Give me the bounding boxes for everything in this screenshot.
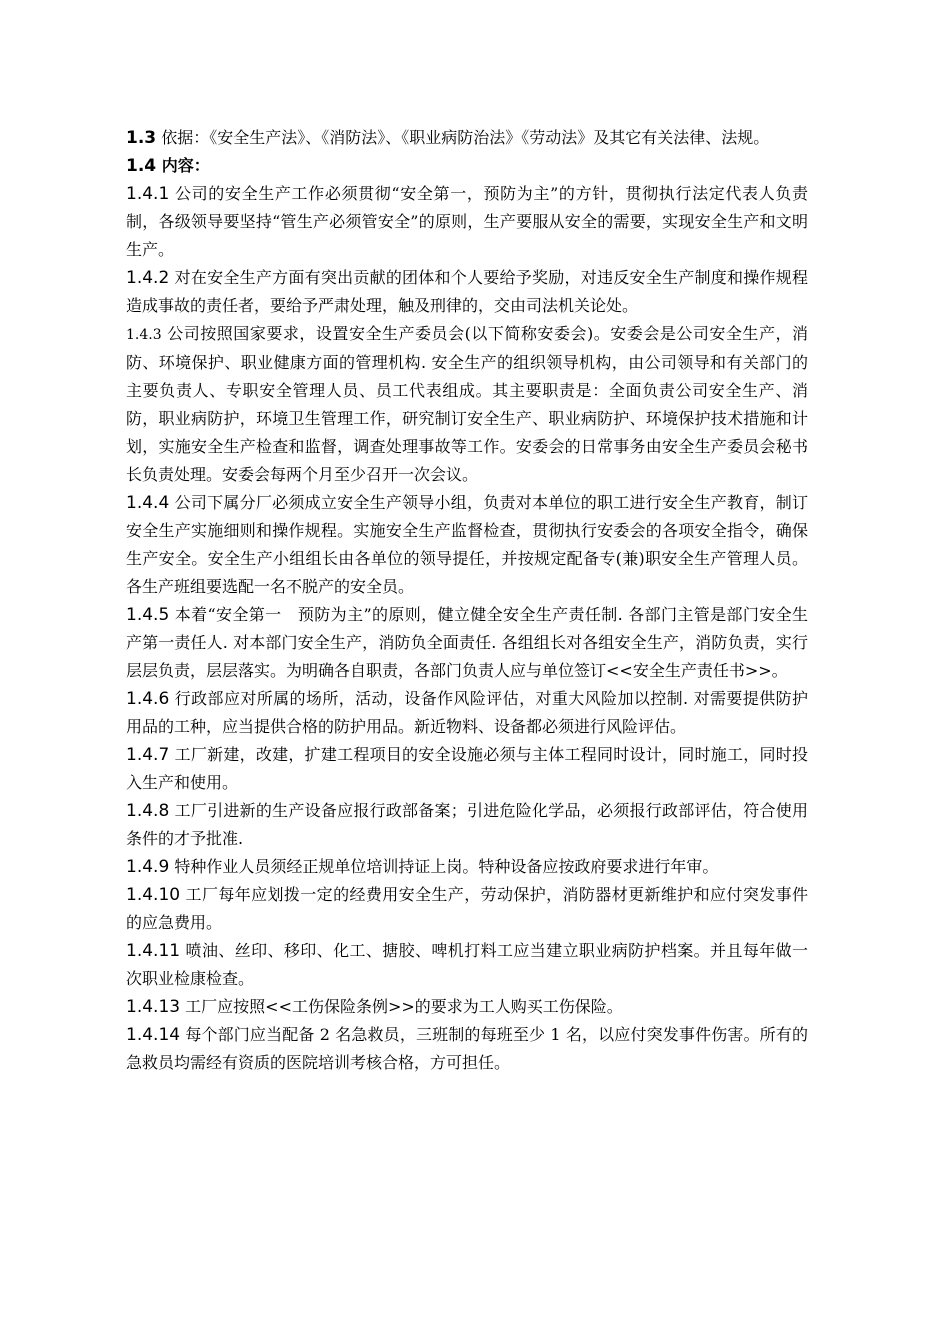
section-number: 1.4.14 bbox=[126, 1025, 181, 1045]
section-number: 1.4.7 bbox=[126, 745, 170, 765]
section-1-3 bbox=[126, 124, 808, 152]
section-text: 对在安全生产方面有突出贡献的团体和个人要给予奖励，对违反安全生产制度和操作规程造成事故的责任者，要给予严肃处理，触及刑律的，交由司法机关论处。 bbox=[126, 268, 808, 315]
section-1-4-8 bbox=[126, 797, 808, 853]
section-1-4-14 bbox=[126, 1021, 808, 1077]
section-1-4-2 bbox=[126, 264, 808, 320]
section-text: 工厂每年应划拨一定的经费用安全生产，劳动保护，消防器材更新维护和应付突发事件的应急费用。 bbox=[126, 885, 808, 932]
section-1-4-5 bbox=[126, 601, 808, 685]
section-text: 工厂引进新的生产设备应报行政部备案；引进危险化学品，必须报行政部评估，符合使用条件的才予批准. bbox=[126, 801, 808, 848]
section-number: 1.3 bbox=[126, 128, 157, 148]
section-1-4-13 bbox=[126, 993, 808, 1021]
section-text: 内容： bbox=[156, 156, 210, 175]
section-number: 1.4.5 bbox=[126, 605, 170, 625]
section-text: 特种作业人员须经正规单位培训持证上岗。特种设备应按政府要求进行年审。 bbox=[169, 857, 719, 876]
section-text: 每个部门应当配备 2 名急救员，三班制的每班至少 1 名，以应付突发事件伤害。所有的急救员均需经有资质的医院培训考核合格，方可担任。 bbox=[126, 1025, 808, 1072]
section-1-4-3 bbox=[126, 320, 808, 489]
section-1-4-11 bbox=[126, 937, 808, 993]
section-1-4-10 bbox=[126, 881, 808, 937]
section-number: 1.4 bbox=[126, 156, 157, 176]
section-number: 1.4.2 bbox=[126, 268, 170, 288]
section-1-4-7 bbox=[126, 741, 808, 797]
section-text: 喷油、丝印、移印、化工、搪胶、啤机打料工应当建立职业病防护档案。并且每年做一次职业检康检查。 bbox=[126, 941, 808, 988]
section-1-4 bbox=[126, 152, 808, 180]
section-number: 1.4.6 bbox=[126, 689, 170, 709]
section-number: 1.4.3 bbox=[126, 327, 162, 343]
section-1-4-1 bbox=[126, 180, 808, 264]
section-number: 1.4.9 bbox=[126, 857, 170, 877]
section-text: 行政部应对所属的场所，活动，设备作风险评估，对重大风险加以控制. 对需要提供防护用品的工种，应当提供合格的防护用品。新近物料、设备都必须进行风险评估。 bbox=[126, 689, 808, 736]
section-text: 公司的安全生产工作必须贯彻“安全第一，预防为主”的方针，贯彻执行法定代表人负责制，各级领导要坚持“管生产必须管安全”的原则，生产要服从安全的需要，实现安全生产和文明生产。 bbox=[126, 184, 808, 259]
section-text: 本着“安全第一 预防为主”的原则，健立健全安全生产责任制. 各部门主管是部门安全生产第一责任人. 对本部门安全生产，消防负全面责任. 各组组长对各组安全生产，消防负责，实行层层负责，层层落实。为明确各自职责，各部门负责人应与单位签订<<安全生产责任书>>。 bbox=[126, 605, 808, 680]
section-text: 依据：《安全生产法》、《消防法》、《职业病防治法》《劳动法》及其它有关法律、法规。 bbox=[156, 128, 770, 147]
section-number: 1.4.11 bbox=[126, 941, 181, 961]
section-text: 公司按照国家要求，设置安全生产委员会(以下简称安委会)。安委会是公司安全生产，消防、环境保护、职业健康方面的管理机构. 安全生产的组织领导机构，由公司领导和有关部门的主要负责人、专职安全管理人员、员工代表组成。其主要职责是：全面负责公司安全生产、消防，职业病防护，环境卫生管理工作，研究制订安全生产、职业病防护、环境保护技术措施和计划，实施安全生产检查和监督，调查处理事故等工作。安委会的日常事务由安全生产委员会秘书长负责处理。安委会每两个月至少召开一次会议。 bbox=[126, 324, 808, 484]
section-number: 1.4.8 bbox=[126, 801, 170, 821]
section-1-4-4 bbox=[126, 489, 808, 601]
document-body bbox=[126, 124, 808, 1077]
section-text: 公司下属分厂必须成立安全生产领导小组，负责对本单位的职工进行安全生产教育，制订安全生产实施细则和操作规程。实施安全生产监督检查，贯彻执行安委会的各项安全指令，确保生产安全。安全生产小组组长由各单位的领导提任，并按规定配备专(兼)职安全生产管理人员。各生产班组要选配一名不脱产的安全员。 bbox=[126, 493, 808, 596]
section-number: 1.4.1 bbox=[126, 184, 170, 204]
section-1-4-9 bbox=[126, 853, 808, 881]
section-number: 1.4.10 bbox=[126, 885, 181, 905]
section-number: 1.4.13 bbox=[126, 997, 181, 1017]
section-number: 1.4.4 bbox=[126, 493, 170, 513]
section-1-4-6 bbox=[126, 685, 808, 741]
section-text: 工厂应按照<<工伤保险条例>>的要求为工人购买工伤保险。 bbox=[180, 997, 623, 1016]
section-text: 工厂新建，改建，扩建工程项目的安全设施必须与主体工程同时设计，同时施工，同时投入生产和使用。 bbox=[126, 745, 808, 792]
